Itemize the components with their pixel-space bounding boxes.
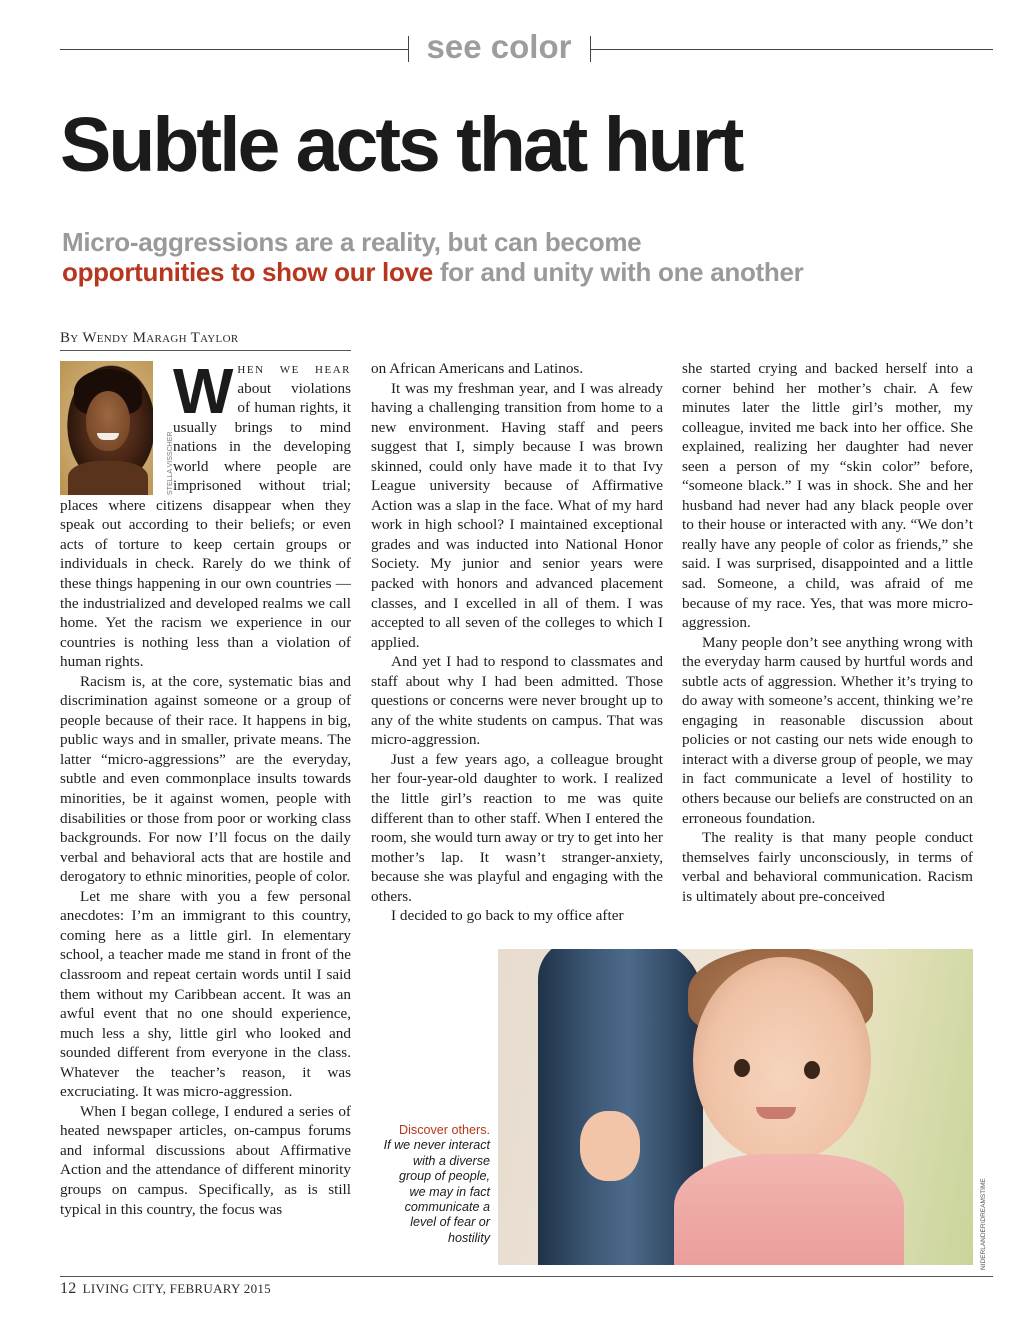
article-column-1 (60, 355, 351, 1219)
deck-part2: for and unity with one another (432, 257, 804, 287)
photo-caption (380, 1123, 490, 1246)
child-mouth (756, 1107, 796, 1119)
footer (60, 1280, 271, 1298)
drop-cap: W (173, 355, 234, 427)
col1-paragraph-3: Let me share with you a few personal anecdotes: I’m an immigrant to this country, coming here as a little girl. In elementary school, a teacher made me stand in front of the classroom and repeat certain words until I said them without my Caribbean accent. It was an awful event that no one should experience, much less a shy, little girl who looked and sounded different from everyone in the class. Whatever the teacher’s reason, it was excruciating. It was micro-aggression. (60, 887, 351, 1101)
portrait-credit: STELLA VISSCHER (167, 431, 174, 495)
child-hand (580, 1111, 640, 1181)
article-column-2 (371, 359, 663, 926)
deck-accent: opportunities to show our love (62, 257, 433, 287)
col2-paragraph-5: I decided to go back to my office after (391, 907, 624, 925)
col1-paragraph-4: When I began college, I endured a series of heated newspaper articles, on-campus forums and informal discussions about Affirmative Action and the attendance of different minority groups on campus. Specifically, as is still typical in this country, the focus was (60, 1102, 351, 1218)
top-rule-left (60, 49, 408, 50)
headline: Subtle acts that hurt (60, 102, 742, 188)
child-face (693, 957, 871, 1163)
child-eye-right (804, 1061, 820, 1079)
deck-part1: Micro-aggressions are a reality, but can become (62, 227, 642, 257)
col2-paragraph-3: And yet I had to respond to classmates and staff about why I had been admitted. Those questions or concerns were never brought up to any of the white students on campus. That was micro-aggression. (371, 653, 663, 749)
caption-title: Discover others. (399, 1123, 490, 1137)
col1-p1-text: about violations of human rights, it usually brings to mind nations in the developing world where people are imprisoned without trial; places where citizens disappear when they speak out according to their beliefs; or even acts of torture to keep certain groups or individuals in check. Rarely do we think of these things happening in our own countries — the industrialized and developed realms we call home. Yet the racism we experience in our countries is nothing less than a violation of human rights. (60, 379, 351, 671)
col2-paragraph-2: It was my freshman year, and I was already having a challenging transition from home to a new environment. Having staff and peers suggest that I, simply because I was brown skinned, could only have made it to that Ivy League university because of Affirmative Action was a slap in the face. What of my hard work in high school? I maintained exceptional grades and was inducted into National Honor Society. My junior and senior years were packed with honors and advanced placement classes, and I excelled in all of them. I was accepted to all seven of the colleges to which I applied. (371, 379, 663, 651)
lead-in: hen we hear (237, 360, 351, 377)
caption-body: If we never interact with a diverse group of people, we may in fact communicate a level of fear or hostility (383, 1138, 490, 1245)
page-number: 12 (60, 1280, 77, 1297)
col3-paragraph-2: Many people don’t see anything wrong with the everyday harm caused by hurtful words and subtle acts of aggression. Whether it’s trying to do away with someone’s accent, thinking we’re engaging in reasonable discussion about policies or not casting our nets wide enough to interact with a diverse group of people, we may in fact communicate a level of hostility to others because our beliefs are constructed on an erroneous foundation. (682, 633, 973, 827)
photo-credit: NIDERLANDER\DREAMSTIME (980, 1178, 987, 1270)
child-eye-left (734, 1059, 750, 1077)
article-column-3 (682, 359, 973, 906)
col2-paragraph-4: Just a few years ago, a colleague brought her four-year-old daughter to work. I realized the little girl’s reaction to me was quite different than to other staff. When I entered the room, she would turn away or try to get into her mother’s lap. It wasn’t stranger-anxiety, because she was playful and engaging with the others. (371, 750, 663, 905)
deck (62, 227, 962, 287)
top-rule-right (591, 49, 993, 50)
byline: By Wendy Maragh Taylor (60, 330, 351, 351)
child-photo (498, 949, 973, 1265)
bottom-rule (60, 1276, 993, 1277)
author-portrait (60, 361, 153, 495)
col3-paragraph-1: she started crying and backed herself into a corner behind her mother’s chair. A few minutes later the little girl’s mother, my colleague, invited me back into her office. She explained, realizing her daughter had never seen a person of my “skin color” before, “someone black.” I was in shock. She and her husband had never had any black people over to their house or interacted with any. “We don’t really have any people of color as friends,” she said. I was surprised, disappointed and a little sad. Someone, a child, was afraid of me because of my race. Yes, that was more micro-aggression. (682, 360, 973, 632)
col2-paragraph-1: on African Americans and Latinos. (371, 360, 584, 377)
top-rule-tick-left (408, 36, 409, 62)
publication-line: LIVING CITY, FEBRUARY 2015 (82, 1281, 271, 1296)
section-label: see color (426, 28, 572, 65)
col3-paragraph-3: The reality is that many people conduct themselves fairly unconsciously, in terms of verbal and behavioral communication. Racism is ultimately about pre-conceived (682, 829, 973, 905)
col1-paragraph-2: Racism is, at the core, systematic bias and discrimination against someone or a group of people because of their race. It happens in big, public ways and in smaller, private means. The latter “micro-aggressions” are the everyday, subtle and even commonplace insults towards minorities, be it against women, people with disabilities or those from poor or working class backgrounds. For now I’ll focus on the daily verbal and behavioral acts that are hostile and derogatory to ethnic minorities, people of color. (60, 672, 351, 886)
child-dress (674, 1154, 904, 1265)
